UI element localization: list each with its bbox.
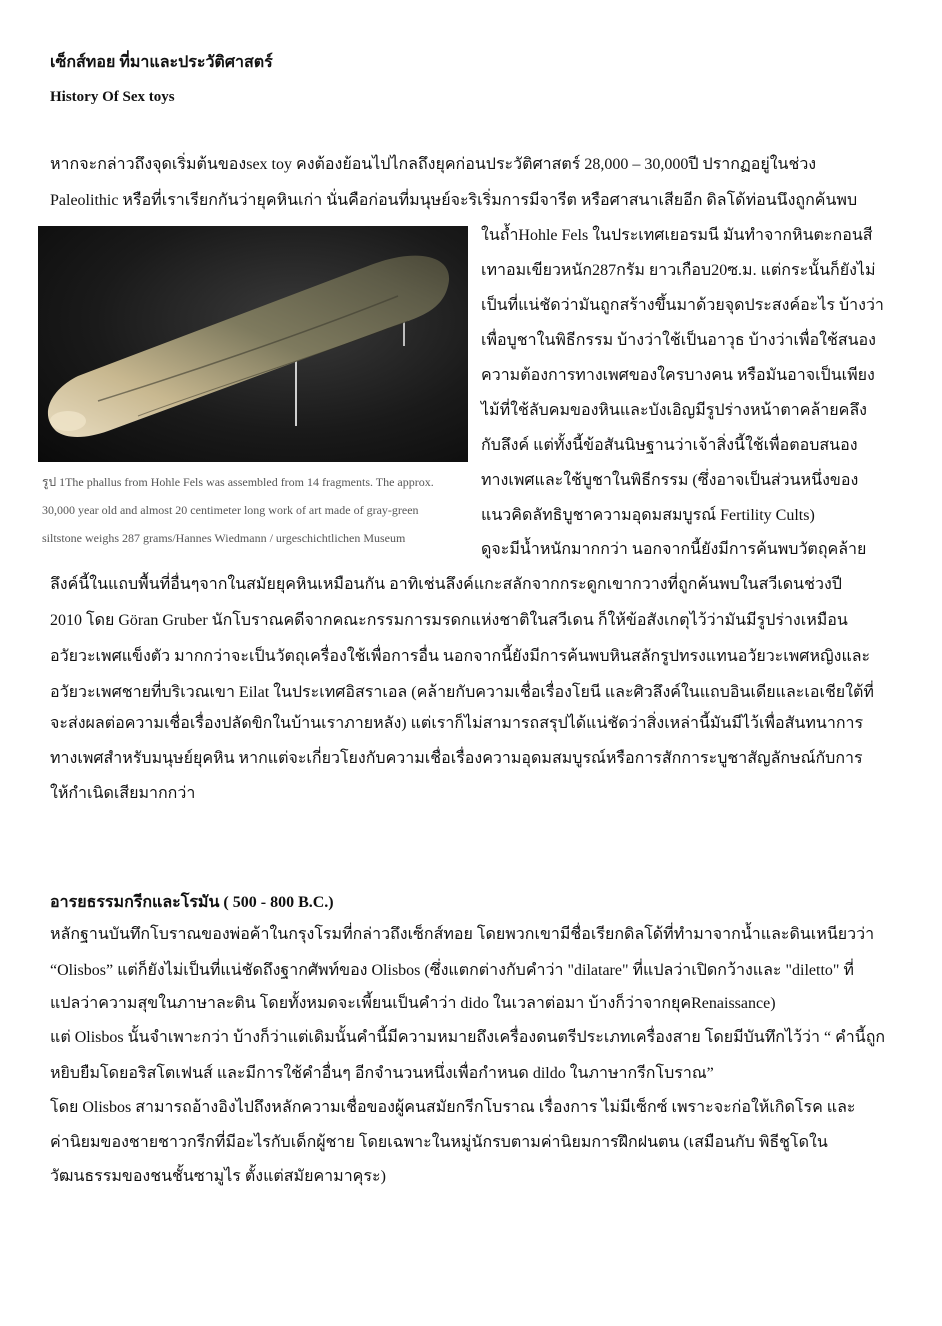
paragraph-line: โดย Olisbos สามารถอ้างอิงไปถึงหลักความเชื่อของผู้คนสมัยกรีกโบราณ เรื่องการ ไม่มีเซ็กซ์ เพราะจะก่อให้เกิดโรค และ xyxy=(50,1099,856,1116)
paragraph-line: หลักฐานบันทึกโบราณของพ่อค้าในกรุงโรมที่กล่าวถึงเซ็กส์ทอย โดยพวกเขามีชื่อเรียกดิลโด้ที่ทำมาจากน้ำและดินเหนียวว่า xyxy=(50,926,875,943)
intro-line: Paleolithic หรือที่เราเรียกกันว่ายุคหินเก่า นั่นคือก่อนที่มนุษย์จะริเริ่มการมีจารีต หรือศาสนาเสียอีก ดิลโด้ท่อนนึงถูกค้นพบ xyxy=(50,192,858,209)
section-heading: อารยธรรมกรีกและโรมัน ( 500 - 800 B.C.) xyxy=(50,894,334,911)
paragraph-line: ทางเพศและใช้บูชาในพิธีกรรม (ซึ่งอาจเป็นส่วนหนึ่งของ xyxy=(481,472,859,489)
hohle-fels-phallus-image xyxy=(38,226,468,462)
paragraph-line: จะส่งผลต่อความเชื่อเรื่องปลัดขิกในบ้านเราภายหลัง) แต่เราก็ไม่สามารถสรุปได้แน่ชัดว่าสิ่งเหล่านี้มันมีไว้เพื่อสันทนาการ xyxy=(50,715,864,732)
paragraph-line: แปลว่าความสุขในภาษาละติน โดยทั้งหมดจะเพี้ยนเป็นคำว่า dido ในเวลาต่อมา บ้างก็ว่าจากยุคRenaissance) xyxy=(50,995,776,1012)
paragraph-line: “Olisbos” แต่ก็ยังไม่เป็นที่แน่ชัดถึงฐากศัพท์ของ Olisbos (ซึ่งแตกต่างกับคำว่า "dilatare" ที่แปลว่าเปิดกว้างและ "diletto" ที่ xyxy=(50,962,854,979)
paragraph-line: หยิบยืมโดยอริสโตเฟนส์ และมีการใช้คำอื่นๆ อีกจำนวนหนึ่งเพื่อกำหนด dildo ในภาษากรีกโบราณ” xyxy=(50,1065,714,1082)
paragraph-line: ให้กำเนิดเสียมากกว่า xyxy=(50,785,196,802)
page-subtitle: History Of Sex toys xyxy=(50,89,175,105)
paragraph-line: ทางเพศสำหรับมนุษย์ยุคหิน หากแต่จะเกี่ยวโยงกับความเชื่อเรื่องความอุดมสมบูรณ์หรือการสักการะบูชาสัญลักษณ์กับการ xyxy=(50,750,863,767)
caption-line: 30,000 year old and almost 20 centimeter long work of art made of gray-green xyxy=(42,503,419,517)
paragraph-line: กับลึงค์ แต่ทั้งนี้ข้อสันนิษฐานว่าเจ้าสิ่งนี้ใช้เพื่อตอบสนอง xyxy=(481,437,858,454)
paragraph-line: ดูจะมีน้ำหนักมากกว่า นอกจากนี้ยังมีการค้นพบวัตถุคล้าย xyxy=(481,541,867,558)
paragraph-line: ลึงค์นี้ในแถบพื้นที่อื่นๆจากในสมัยยุคหินเหมือนกัน อาทิเช่นลึงค์แกะสลักจากกระดูกเขากวางที่ถูกค้นพบในสวีเดนช่วงปี xyxy=(50,576,842,593)
image-caption xyxy=(42,468,472,552)
paragraph-line: อวัยวะเพศแข็งตัว มากกว่าจะเป็นวัตถุเครื่องใช้เพื่อการอื่น นอกจากนี้ยังมีการค้นพบหินสลักรูปทรงแทนอวัยวะเพศหญิงและ xyxy=(50,648,871,665)
paragraph-line: ในถ้ำHohle Fels ในประเทศเยอรมนี มันทำจากหินตะกอนสี xyxy=(481,227,873,244)
paragraph-line: เพื่อบูชาในพิธีกรรม บ้างว่าใช้เป็นอาวุธ บ้างว่าเพื่อใช้สนอง xyxy=(481,332,876,349)
intro-line: หากจะกล่าวถึงจุดเริ่มต้นของsex toy คงต้องย้อนไปไกลถึงยุคก่อนประวัติศาสตร์ 28,000 – 30,000ปี ปรากฏอยู่ในช่วง xyxy=(50,156,817,173)
paragraph-line: วัฒนธรรมของชนชั้นซามูไร ตั้งแต่สมัยคามาคุระ) xyxy=(50,1168,386,1185)
paragraph-line: 2010 โดย Göran Gruber นักโบราณคดีจากคณะกรรมการมรดกแห่งชาติในสวีเดน ก็ให้ข้อสังเกตุไว้ว่ามันมีรูปร่างเหมือน xyxy=(50,612,848,629)
artifact-photo xyxy=(38,226,468,462)
paragraph-line: อวัยวะเพศชายที่บริเวณเขา Eilat ในประเทศอิสราเอล (คล้ายกับความเชื่อเรื่องโยนี และศิวลึงค์ในแถบอินเดียและเอเชียใต้ที่ xyxy=(50,684,874,701)
paragraph-line: แนวคิดลัทธิบูชาความอุดมสมบูรณ์ Fertility Cults) xyxy=(481,507,815,524)
paragraph-line: ความต้องการทางเพศของใครบางคน หรือมันอาจเป็นเพียง xyxy=(481,367,875,384)
caption-line: siltstone weighs 287 grams/Hannes Wiedmann / urgeschichtlichen Museum xyxy=(42,531,406,545)
paragraph-line: แต่ Olisbos นั้นจำเพาะกว่า บ้างก็ว่าแต่เดิมนั้นคำนี้มีความหมายถึงเครื่องดนตรีประเภทเครื่องสาย โดยมีบันทึกไว้ว่า “ คำนี้ถูก xyxy=(50,1029,886,1046)
paragraph-line: ไม้ที่ใช้ลับคมของหินและบังเอิญมีรูปร่างหน้าตาคล้ายคลึง xyxy=(481,402,867,419)
caption-line: รูป 1The phallus from Hohle Fels was assembled from 14 fragments. The approx. xyxy=(42,475,434,489)
paragraph-line: เทาอมเขียวหนัก287กรัม ยาวเกือบ20ซ.ม. แต่กระนั้นก็ยังไม่ xyxy=(481,262,876,279)
paragraph-line: ค่านิยมของชายชาวกรีกที่มีอะไรกับเด็กผู้ชาย โดยเฉพาะในหมู่นักรบตามค่านิยมการฝึกฝนตน (เสมือนกับ พิธีชูโดใน xyxy=(50,1134,828,1151)
page-title: เซ็กส์ทอย ที่มาและประวัติศาสตร์ xyxy=(50,54,273,71)
paragraph-line: เป็นที่แน่ชัดว่ามันถูกสร้างขึ้นมาด้วยจุดประสงค์อะไร บ้างว่า xyxy=(481,297,884,314)
